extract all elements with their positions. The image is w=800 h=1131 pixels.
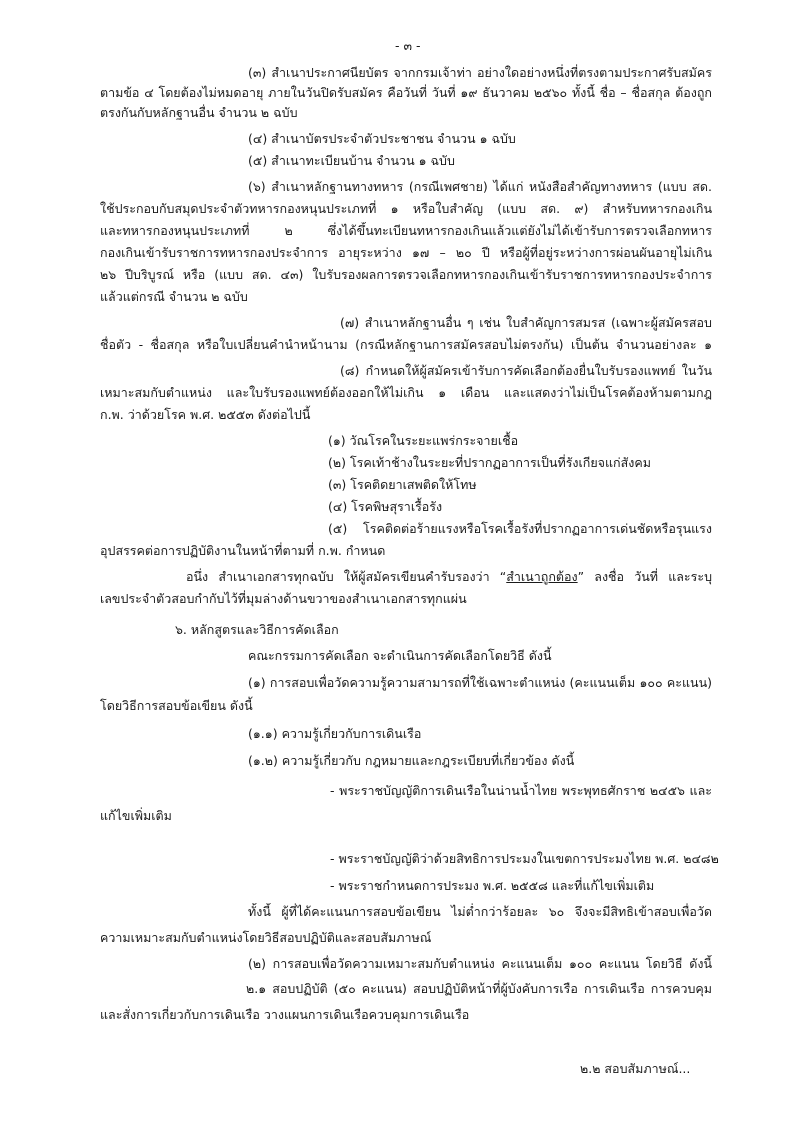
note-text: อนึ่ง สำเนาเอกสารทุกฉบับ ให้ผู้สมัครเขียนคำรับรองว่า “ (186, 569, 507, 584)
list-item: (๔) สำเนาบัตรประจำตัวประชาชน จำนวน ๑ ฉบับ (248, 131, 516, 146)
paragraph-line: ทั้งนี้ ผู้ที่ได้คะแนนการสอบข้อเขียน ไม่ต่ำกว่าร้อยละ ๖๐ จึงจะมีสิทธิเข้าสอบเพื่อวัด (248, 904, 712, 919)
disease-item: (๑) วัณโรคในระยะแพร่กระจายเชื้อ (328, 433, 519, 448)
certification-note (186, 568, 712, 586)
paragraph-line: เลขประจำตัวสอบกำกับไว้ที่มุมล่างด้านขวาของสำเนาเอกสารทุกแผ่น (100, 591, 467, 606)
paragraph-line: ๒.๑ สอบปฏิบัติ (๕๐ คะแนน) สอบปฏิบัติหน้าที่ผู้บังคับการเรือ การเดินเรือ การควบคุม (246, 981, 712, 996)
paragraph-line: ตรงกันกับหลักฐานอื่น จำนวน ๒ ฉบับ (100, 105, 298, 120)
paragraph-line: (๓) สำเนาประกาศนียบัตร จากกรมเจ้าท่า อย่างใดอย่างหนึ่งที่ตรงตามประกาศรับสมัคร (248, 65, 712, 80)
paragraph-line: ๒๖ ปีบริบูรณ์ หรือ (แบบ สด. ๔๓) ใบรับรองผลการตรวจเลือกทหารกองเกินเข้ารับราชการทหารกองประจำการ (100, 267, 712, 282)
paragraph-line: ชื่อตัว - ชื่อสกุล หรือใบเปลี่ยนคำนำหน้านาม (กรณีหลักฐานการสมัครสอบไม่ตรงกัน) เป็นต้น จำนวนอย่างละ ๑ (100, 337, 712, 352)
sub-item: (๑.๑) ความรู้เกี่ยวกับการเดินเรือ (248, 726, 422, 741)
paragraph-line: ก.พ. ว่าด้วยโรค พ.ศ. ๒๕๕๓ ดังต่อไปนี้ (100, 407, 311, 422)
list-item: (๕) สำเนาทะเบียนบ้าน จำนวน ๑ ฉบับ (248, 153, 455, 168)
paragraph-line: คณะกรรมการคัดเลือก จะดำเนินการคัดเลือกโดยวิธี ดังนี้ (248, 648, 552, 663)
underlined-phrase: สำเนาถูกต้อง (506, 569, 578, 584)
paragraph-line: และทหารกองหนุนประเภทที่ ๒ ซึ่งได้ขึ้นทะเบียนทหารกองเกินแล้วแต่ยังไม่ได้เข้ารับการตรวจเลือกทหาร (100, 223, 712, 238)
continuation-marker: ๒.๒ สอบสัมภาษณ์... (580, 1061, 691, 1076)
paragraph-line: (๑) การสอบเพื่อวัดความรู้ความสามารถที่ใช้เฉพาะตำแหน่ง (คะแนนเต็ม ๑๐๐ คะแนน) (248, 675, 712, 690)
paragraph-line: ความเหมาะสมกับตำแหน่งโดยวิธีสอบปฏิบัติและสอบสัมภาษณ์ (100, 930, 432, 945)
paragraph-line: แล้วแต่กรณี จำนวน ๒ ฉบับ (100, 289, 248, 304)
note-text: ” ลงชื่อ วันที่ และระบุ (577, 569, 712, 584)
disease-item: (๕) โรคติดต่อร้ายแรงหรือโรคเรื้อรังที่ปรากฏอาการเด่นชัดหรือรุนแรง (328, 521, 712, 536)
paragraph-line: แก้ไขเพิ่มเติม (100, 808, 172, 823)
sub-item: (๑.๒) ความรู้เกี่ยวกับ กฎหมายและกฎระเบียบที่เกี่ยวข้อง ดังนี้ (248, 753, 575, 768)
section-heading: ๖. หลักสูตรและวิธีการคัดเลือก (175, 622, 339, 637)
law-item: - พระราชกำหนดการประมง พ.ศ. ๒๕๕๘ และที่แก้ไขเพิ่มเติม (330, 878, 655, 893)
disease-item: (๓) โรคติดยาเสพติดให้โทษ (328, 477, 477, 492)
paragraph-line: โดยวิธีการสอบข้อเขียน ดังนี้ (100, 698, 253, 713)
paragraph-line: และสั่งการเกี่ยวกับการเดินเรือ วางแผนการเดินเรือควบคุมการเดินเรือ (100, 1007, 470, 1022)
paragraph-line: (๒) การสอบเพื่อวัดความเหมาะสมกับตำแหน่ง คะแนนเต็ม ๑๐๐ คะแนน โดยวิธี ดังนี้ (248, 956, 712, 971)
paragraph-line: (๖) สำเนาหลักฐานทางทหาร (กรณีเพศชาย) ได้แก่ หนังสือสำคัญทางทหาร (แบบ สด. (248, 179, 712, 194)
law-item: - พระราชบัญญัติการเดินเรือในน่านน้ำไทย พระพุทธศักราช ๒๔๕๖ และ (330, 783, 712, 798)
paragraph-line: กองเกินเข้ารับราชการทหารกองประจำการ อายุระหว่าง ๑๗ – ๒๐ ปี หรือผู้ที่อยู่ระหว่างการผ่อนผันอายุไม่เกิน (100, 245, 712, 260)
paragraph-line: (๗) สำเนาหลักฐานอื่น ๆ เช่น ใบสำคัญการสมรส (เฉพาะผู้สมัครสอบ (340, 315, 712, 330)
law-item: - พระราชบัญญัติว่าด้วยสิทธิการประมงในเขตการประมงไทย พ.ศ. ๒๔๘๒ (330, 851, 719, 866)
disease-item: (๒) โรคเท้าช้างในระยะที่ปรากฏอาการเป็นที่รังเกียจแก่สังคม (328, 455, 651, 470)
paragraph-line: เหมาะสมกับตำแหน่ง และใบรับรองแพทย์ต้องออกให้ไม่เกิน ๑ เดือน และแสดงว่าไม่เป็นโรคต้องห้ามตามกฎ (100, 385, 712, 400)
disease-item: (๔) โรคพิษสุราเรื้อรัง (328, 499, 443, 514)
page-number: - ๓ - (395, 38, 421, 53)
paragraph-line: ตามข้อ ๔ โดยต้องไม่หมดอายุ ภายในวันปิดรับสมัคร คือวันที่ วันที่ ๑๙ ธันวาคม ๒๕๖๐ ทั้งนี้ ชื่อ – ชื่อสกุล ต้องถูก (100, 85, 712, 100)
paragraph-line: ใช้ประกอบกับสมุดประจำตัวทหารกองหนุนประเภทที่ ๑ หรือใบสำคัญ (แบบ สด. ๙) สำหรับทหารกองเกิน (100, 201, 712, 216)
paragraph-line: อุปสรรคต่อการปฏิบัติงานในหน้าที่ตามที่ ก.พ. กำหนด (100, 543, 386, 558)
paragraph-line: (๘) กำหนดให้ผู้สมัครเข้ารับการคัดเลือกต้องยื่นใบรับรองแพทย์ ในวัน (340, 363, 712, 378)
